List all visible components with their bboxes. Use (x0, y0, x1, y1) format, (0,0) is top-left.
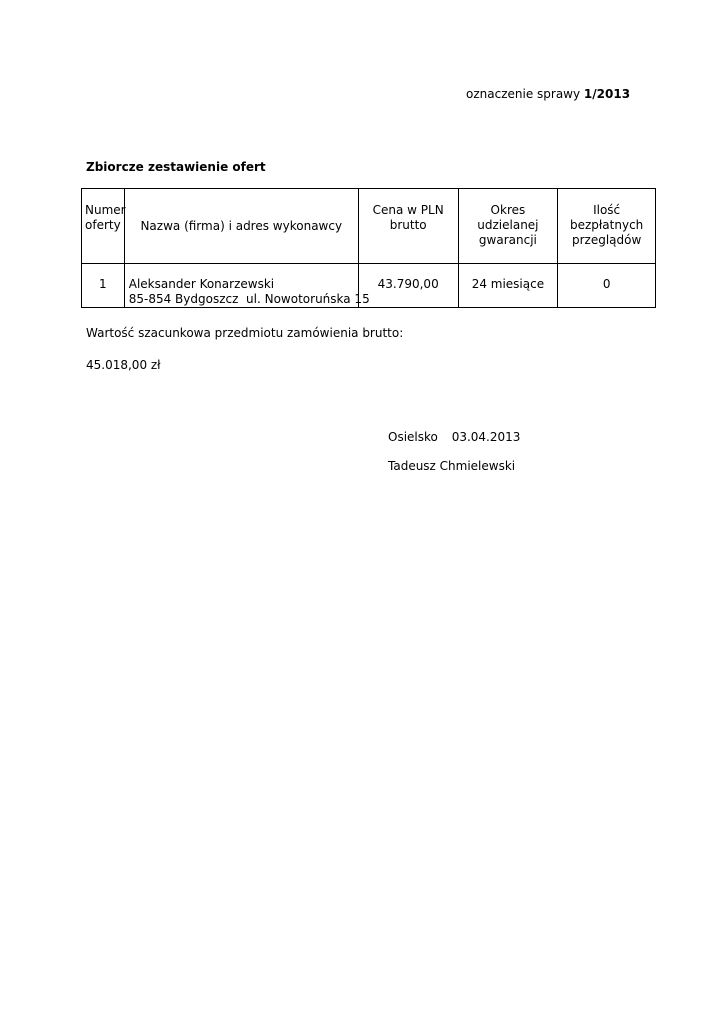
place: Osielsko (388, 430, 438, 444)
case-reference-label: oznaczenie sprawy (466, 87, 581, 101)
date: 03.04.2013 (451, 430, 521, 444)
place-and-date (388, 430, 520, 444)
cell-price: 43.790,00 (358, 264, 458, 308)
header-free-reviews: Ilość bezpłatnych przeglądów (558, 189, 656, 264)
contractor-address: 85-854 Bydgoszcz ul. Nowotoruńska 15 (128, 292, 370, 306)
header-contractor: Nazwa (firma) i adres wykonawcy (124, 189, 358, 264)
cell-contractor (124, 264, 370, 308)
cell-free-reviews: 0 (558, 264, 656, 308)
header-warranty: Okres udzielanej gwarancji (458, 189, 558, 264)
contractor-name: Aleksander Konarzewski (128, 277, 275, 291)
header-offer-number: Numer oferty (82, 189, 125, 264)
header-price: Cena w PLN brutto (358, 189, 458, 264)
case-reference-number: 1/2013 (583, 87, 631, 101)
table-row (82, 264, 656, 308)
case-reference (466, 87, 630, 101)
offers-table (81, 188, 656, 308)
cell-warranty: 24 miesiące (458, 264, 558, 308)
cell-offer-number: 1 (82, 264, 125, 308)
estimate-amount: 45.018,00 zł (86, 358, 161, 372)
signer-name: Tadeusz Chmielewski (388, 459, 516, 473)
document-title: Zbiorcze zestawienie ofert (86, 160, 266, 174)
estimate-label: Wartość szacunkowa przedmiotu zamówienia brutto: (86, 326, 404, 340)
table-header-row (82, 189, 656, 264)
